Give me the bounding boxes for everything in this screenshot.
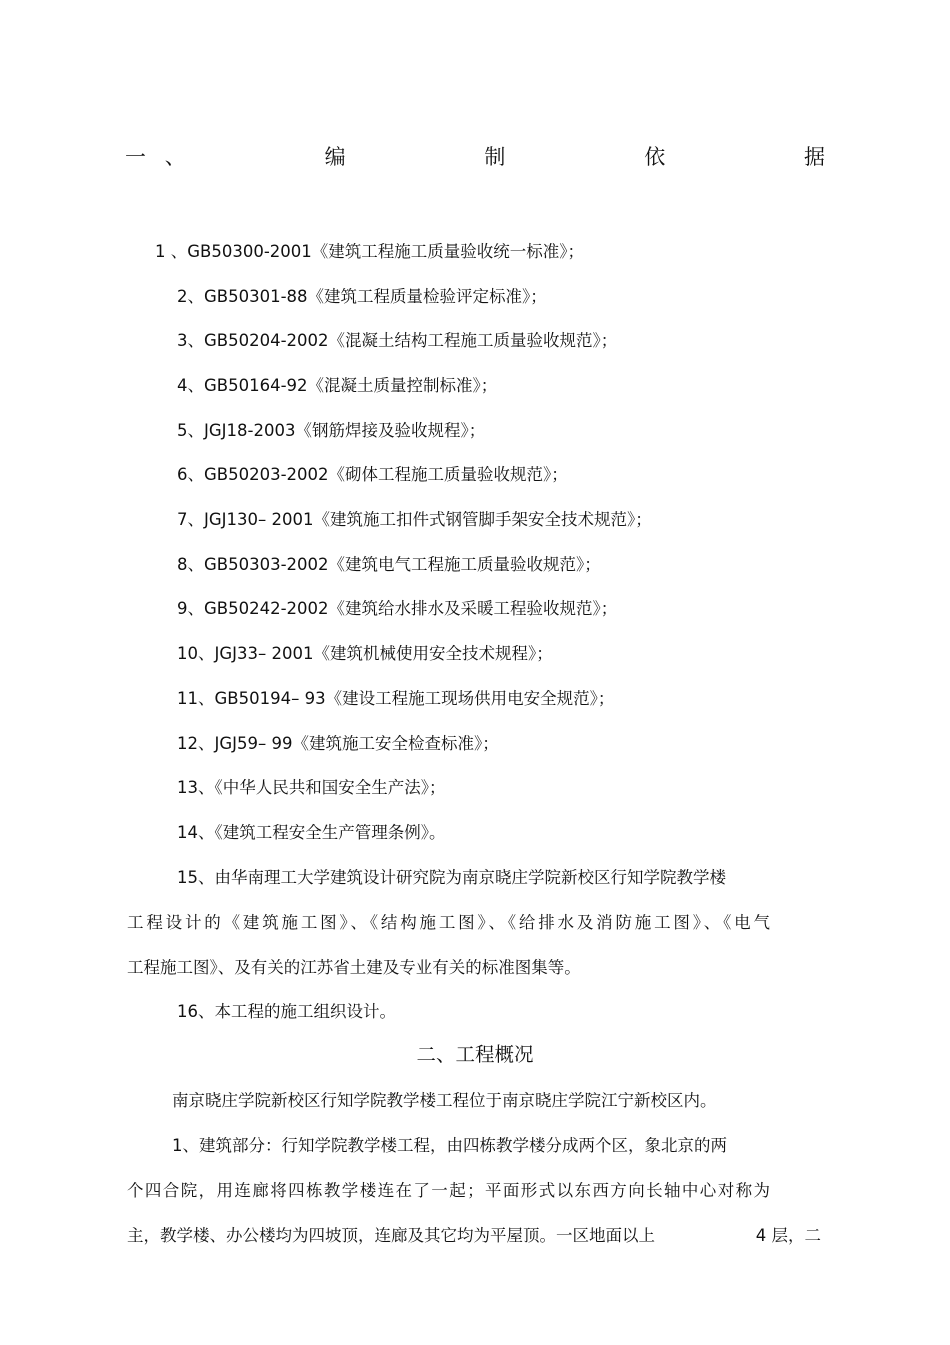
reference-item: 8、GB50303-2002《建筑电气工程施工质量验收规范》； [177, 555, 601, 574]
reference-item: 1 、GB50300-2001《建筑工程施工质量验收统一标准》； [155, 242, 585, 261]
heading-char: 依 [644, 145, 666, 169]
overview-intro: 南京晓庄学院新校区行知学院教学楼工程位于南京晓庄学院江宁新校区内。 [172, 1091, 717, 1110]
building-paragraph-line [127, 1225, 821, 1247]
reference-item: 6、GB50203-2002《砌体工程施工质量验收规范》； [177, 465, 568, 484]
reference-item-15-line: 工程施工图》、及有关的江苏省土建及专业有关的标准图集等。 [127, 958, 581, 977]
section-heading-overview: 二、工程概况 [416, 1043, 534, 1066]
heading-char: 、 [164, 145, 186, 169]
reference-item-16: 16、本工程的施工组织设计。 [177, 1002, 396, 1021]
heading-char: 编 [324, 145, 346, 169]
reference-item: 7、JGJ130– 2001《建筑施工扣件式钢管脚手架安全技术规范》； [177, 510, 652, 529]
building-line-left: 主，教学楼、办公楼均为四坡顶，连廊及其它均为平屋顶。一区地面以上 [127, 1226, 655, 1245]
building-paragraph-line: 个四合院，用连廊将四栋教学楼连在了一起；平面形式以东西方向长轴中心对称为 [127, 1181, 770, 1200]
reference-item: 14、《建筑工程安全生产管理条例》。 [177, 823, 446, 842]
reference-item: 9、GB50242-2002《建筑给水排水及采暖工程验收规范》； [177, 599, 618, 618]
reference-item-15-line: 工程设计的《建筑施工图》、《结构施工图》、《给排水及消防施工图》、《电气 [127, 913, 770, 932]
section-heading-basis [125, 140, 825, 172]
reference-item-15-line: 15、由华南理工大学建筑设计研究院为南京晓庄学院新校区行知学院教学楼 [177, 868, 726, 887]
reference-item: 5、JGJ18-2003《钢筋焊接及验收规程》； [177, 421, 486, 440]
reference-item: 3、GB50204-2002《混凝土结构工程施工质量验收规范》； [177, 331, 618, 350]
heading-char: 一 [125, 145, 146, 169]
heading-char: 制 [484, 145, 506, 169]
building-line-right: 4 层，二 [755, 1226, 821, 1245]
heading-char: 据 [803, 145, 825, 169]
reference-item: 12、JGJ59– 99《建筑施工安全检查标准》； [177, 734, 499, 753]
reference-item: 4、GB50164-92《混凝土质量控制标准》； [177, 376, 498, 395]
building-paragraph-line: 1、建筑部分：行知学院教学楼工程，由四栋教学楼分成两个区，象北京的两 [172, 1136, 727, 1155]
reference-item: 13、《中华人民共和国安全生产法》； [177, 778, 446, 797]
reference-item: 11、GB50194– 93《建设工程施工现场供用电安全规范》； [177, 689, 615, 708]
reference-item: 10、JGJ33– 2001《建筑机械使用安全技术规程》； [177, 644, 553, 663]
reference-item: 2、GB50301-88《建筑工程质量检验评定标准》； [177, 287, 547, 306]
